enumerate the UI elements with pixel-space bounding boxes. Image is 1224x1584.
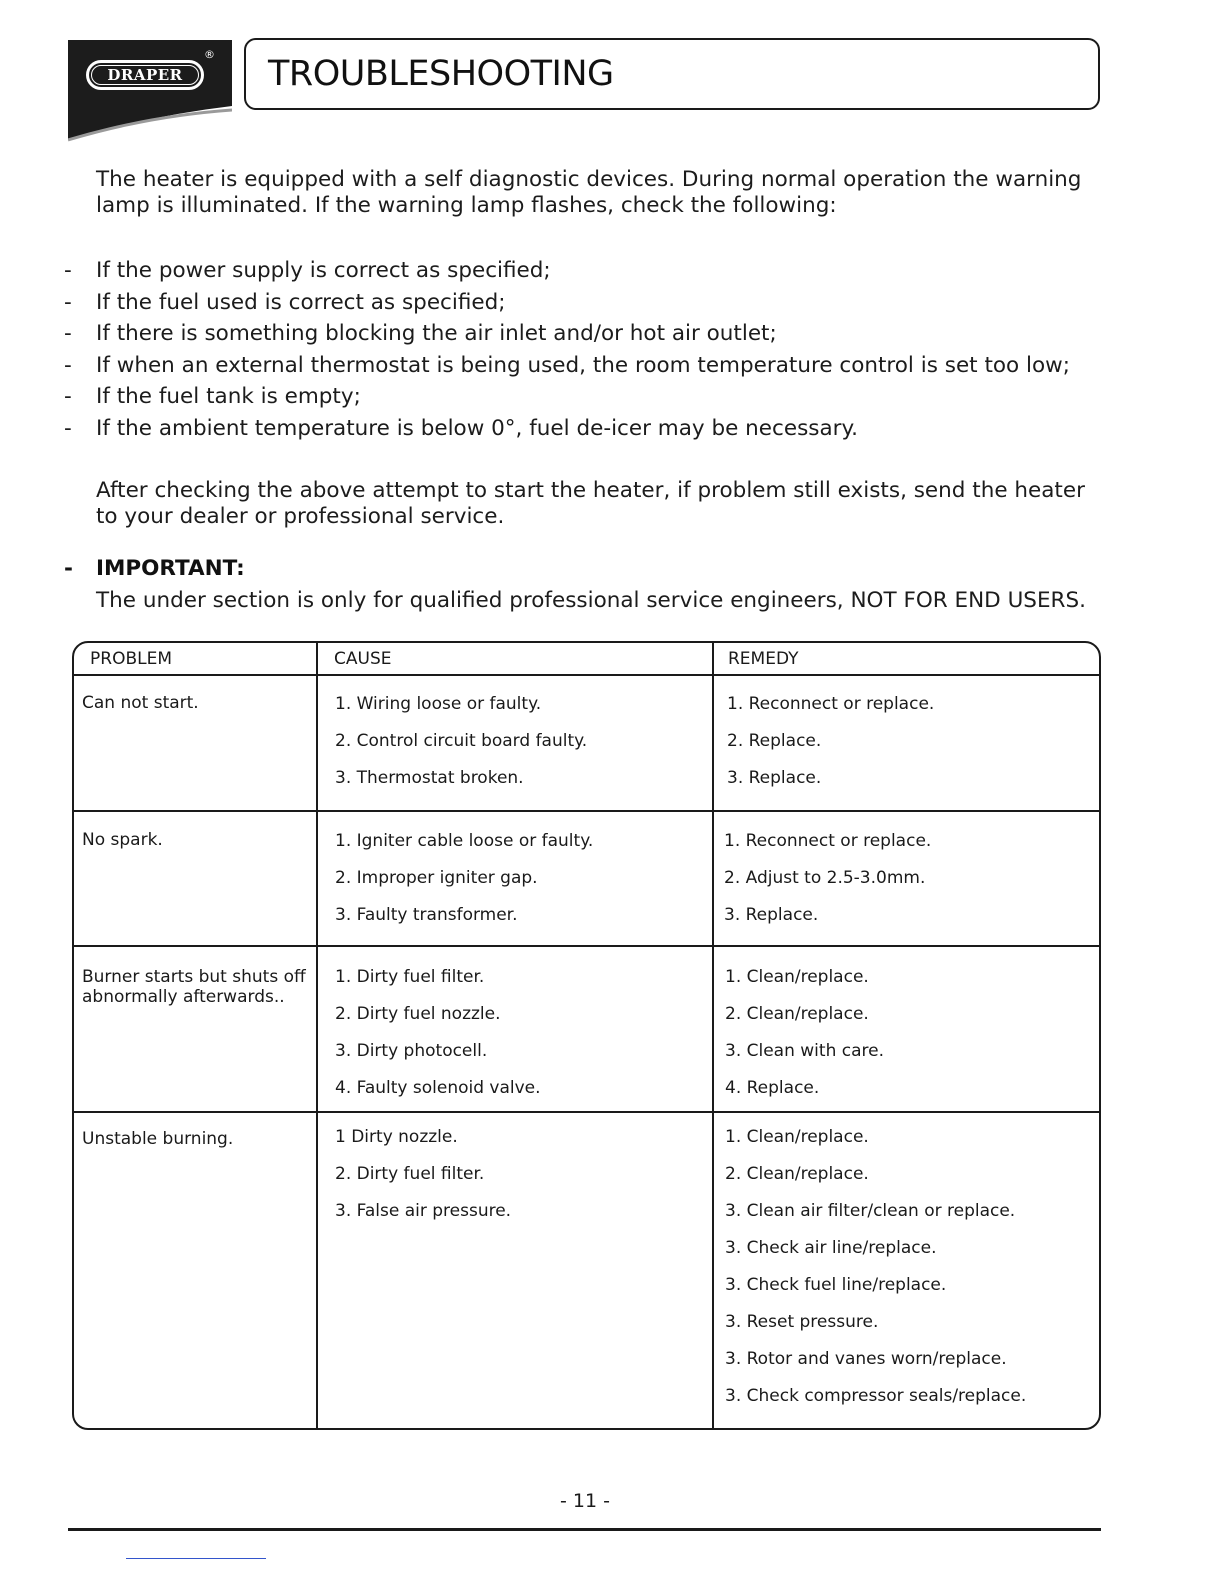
cause-item: 3. False air pressure. <box>335 1201 512 1221</box>
cause-item: 4. Faulty solenoid valve. <box>335 1078 541 1098</box>
page-number: - 11 - <box>560 1490 610 1512</box>
bullet-dash: - <box>64 321 72 347</box>
cause-item: 2. Control circuit board faulty. <box>335 731 588 751</box>
problem-cell: Can not start. <box>82 693 199 713</box>
bullet-dash: - <box>64 556 73 581</box>
check-item-text: If the power supply is correct as specified; <box>96 258 551 283</box>
problem-cell: Burner starts but shuts off abnormally afterwards.. <box>82 967 306 1007</box>
remedy-item: 1. Reconnect or replace. <box>724 831 932 851</box>
bullet-dash: - <box>64 384 72 410</box>
cause-item: 1. Wiring loose or faulty. <box>335 694 542 714</box>
bullet-dash: - <box>64 352 72 378</box>
remedy-item: 1. Clean/replace. <box>725 1127 869 1147</box>
cause-item: 3. Thermostat broken. <box>335 768 524 788</box>
important-label: IMPORTANT: <box>96 556 245 581</box>
problem-cell: No spark. <box>82 830 163 850</box>
remedy-item: 1. Clean/replace. <box>725 967 869 987</box>
cause-item: 1. Dirty fuel filter. <box>335 967 485 987</box>
cause-item: 3. Dirty photocell. <box>335 1041 488 1061</box>
check-item-text: If there is something blocking the air inlet and/or hot air outlet; <box>96 321 777 347</box>
remedy-item: 3. Clean air filter/clean or replace. <box>725 1201 1016 1221</box>
footer-link-underline <box>126 1558 266 1559</box>
logo-text: DRAPER <box>91 65 199 85</box>
column-divider <box>316 643 318 1428</box>
brand-logo <box>68 40 232 144</box>
cause-item: 2. Dirty fuel filter. <box>335 1164 485 1184</box>
row-divider <box>74 674 1099 676</box>
check-item-text: If the ambient temperature is below 0°, fuel de-icer may be necessary. <box>96 415 858 441</box>
page-title: TROUBLESHOOTING <box>268 54 614 94</box>
cause-item: 2. Dirty fuel nozzle. <box>335 1004 501 1024</box>
after-check-paragraph: After checking the above attempt to start the heater, if problem still exists, send the heater to your dealer or professional service. <box>96 478 1085 529</box>
check-item-text: If the fuel tank is empty; <box>96 384 361 410</box>
remedy-item: 1. Reconnect or replace. <box>727 694 935 714</box>
troubleshooting-table <box>72 641 1101 1430</box>
row-divider <box>74 810 1099 812</box>
column-divider <box>712 643 714 1428</box>
remedy-item: 3. Check air line/replace. <box>725 1238 937 1258</box>
remedy-item: 2. Adjust to 2.5-3.0mm. <box>724 868 926 888</box>
remedy-item: 4. Replace. <box>725 1078 820 1098</box>
remedy-item: 3. Check fuel line/replace. <box>725 1275 947 1295</box>
remedy-item: 3. Clean with care. <box>725 1041 884 1061</box>
remedy-item: 3. Reset pressure. <box>725 1312 879 1332</box>
cause-item: 3. Faulty transformer. <box>335 905 518 925</box>
remedy-item: 2. Clean/replace. <box>725 1004 869 1024</box>
remedy-item: 3. Check compressor seals/replace. <box>725 1386 1027 1406</box>
remedy-item: 3. Replace. <box>727 768 822 788</box>
header-remedy: REMEDY <box>728 649 799 669</box>
footer-divider <box>68 1528 1101 1531</box>
remedy-item: 3. Rotor and vanes worn/replace. <box>725 1349 1007 1369</box>
check-item-text: If the fuel used is correct as specified; <box>96 289 506 315</box>
cause-item: 2. Improper igniter gap. <box>335 868 538 888</box>
cause-item: 1. Igniter cable loose or faulty. <box>335 831 594 851</box>
check-item-text: If when an external thermostat is being used, the room temperature control is set too low; <box>96 352 1070 378</box>
bullet-dash: - <box>64 289 72 315</box>
row-divider <box>74 945 1099 947</box>
bullet-dash: - <box>64 415 72 441</box>
remedy-item: 2. Clean/replace. <box>725 1164 869 1184</box>
bullet-dash: - <box>64 258 72 283</box>
remedy-item: 3. Replace. <box>724 905 819 925</box>
problem-cell: Unstable burning. <box>82 1129 234 1149</box>
registered-mark: ® <box>204 48 215 61</box>
cause-item: 1 Dirty nozzle. <box>335 1127 458 1147</box>
remedy-item: 2. Replace. <box>727 731 822 751</box>
important-text: The under section is only for qualified professional service engineers, NOT FOR END USERS. <box>96 588 1086 613</box>
draper-logo-badge <box>86 60 204 90</box>
row-divider <box>74 1111 1099 1113</box>
header-cause: CAUSE <box>334 649 392 669</box>
intro-paragraph: The heater is equipped with a self diagnostic devices. During normal operation the warning lamp is illuminated. If the warning lamp flashes, check the following: <box>96 167 1082 218</box>
header-problem: PROBLEM <box>90 649 172 669</box>
title-box <box>244 38 1100 110</box>
